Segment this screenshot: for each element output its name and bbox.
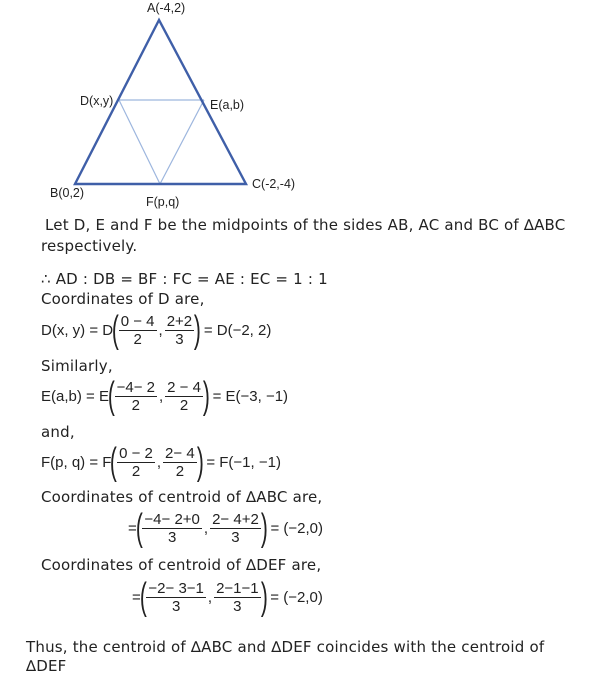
centroid-def-heading: Coordinates of centroid of ∆DEF are, xyxy=(41,556,322,574)
intro-line-1: Let D, E and F be the midpoints of the sides AB, AC and BC of ∆ABC xyxy=(45,216,566,234)
similarly-label: Similarly, xyxy=(41,357,113,375)
equation-centroid-abc-rhs: = (−2,0) xyxy=(270,519,323,537)
conclusion-line-1: Thus, the centroid of ∆ABC and ∆DEF coincides with the centroid of xyxy=(26,638,545,656)
fraction-e-x: $\frac{-4- 2}{2}$ xyxy=(116,378,155,414)
equation-centroid-def-rhs: = (−2,0) xyxy=(270,588,323,606)
fraction-centroid-abc-x: $\frac{-4- 2+0}{3}$ xyxy=(144,510,200,546)
equation-d: D(x, y) = D ( $\frac{0 - 4}{2}$ , $\frac{2+2}{3}$ ) = D(−2, 2) xyxy=(41,309,272,351)
equation-centroid-abc: = ( $\frac{-4- 2+0}{3}$ , $\frac{2- 4+2}{3}$ ) = (−2,0) xyxy=(128,507,323,549)
equation-d-lhs: D(x, y) = D xyxy=(41,321,114,339)
fraction-e-y: $\frac{2 - 4}{2}$ xyxy=(167,378,201,414)
label-vertex-c: C(-2,-4) xyxy=(252,177,296,191)
equation-f: F(p, q) = F ( $\frac{0 - 2}{2}$ , $\frac{2- 4}{2}$ ) = F(−1, −1) xyxy=(41,441,281,483)
equation-f-rhs: = F(−1, −1) xyxy=(206,453,281,471)
label-point-d: D(x,y) xyxy=(80,94,114,108)
fraction-centroid-abc-y: $\frac{2- 4+2}{3}$ xyxy=(212,510,259,546)
ratio-line: ∴ AD : DB = BF : FC = AE : EC = 1 : 1 xyxy=(41,270,328,288)
centroid-abc-heading: Coordinates of centroid of ∆ABC are, xyxy=(41,488,323,506)
fraction-f-x: $\frac{0 - 2}{2}$ xyxy=(119,444,153,480)
equation-e-rhs: = E(−3, −1) xyxy=(212,387,289,405)
equation-centroid-abc-lhs: = xyxy=(128,519,137,537)
label-point-f: F(p,q) xyxy=(146,195,180,209)
fraction-centroid-def-y: $\frac{2-1-1}{3}$ xyxy=(216,579,259,615)
fraction-d-y: $\frac{2+2}{3}$ xyxy=(166,312,193,348)
inner-triangle xyxy=(119,100,204,184)
fraction-d-x: $\frac{0 - 4}{2}$ xyxy=(120,312,155,348)
equation-f-lhs: F(p, q) = F xyxy=(41,453,112,471)
intro-line-2: respectively. xyxy=(41,237,138,255)
conclusion-line-2: ∆DEF xyxy=(26,657,67,675)
and-label: and, xyxy=(41,423,75,441)
label-vertex-b: B(0,2) xyxy=(50,186,85,200)
label-point-e: E(a,b) xyxy=(210,98,245,112)
equation-centroid-def-lhs: = xyxy=(132,588,141,606)
segment-ef xyxy=(160,100,204,184)
equation-centroid-def: = ( $\frac{-2- 3-1}{3}$ , $\frac{2-1-1}{3}$ ) = (−2,0) xyxy=(132,576,323,618)
coordinates-d-heading: Coordinates of D are, xyxy=(41,290,205,308)
segment-df xyxy=(119,100,160,184)
fraction-f-y: $\frac{2- 4}{2}$ xyxy=(165,444,195,480)
equation-d-rhs: = D(−2, 2) xyxy=(203,321,272,339)
equation-e-lhs: E(a,b) = E xyxy=(41,387,109,405)
fraction-centroid-def-x: $\frac{-2- 3-1}{3}$ xyxy=(148,579,204,615)
equation-e: E(a,b) = E ( $\frac{-4- 2}{2}$ , $\frac{2 - 4}{2}$ ) = E(−3, −1) xyxy=(41,375,289,417)
label-vertex-a: A(-4,2) xyxy=(147,1,186,15)
